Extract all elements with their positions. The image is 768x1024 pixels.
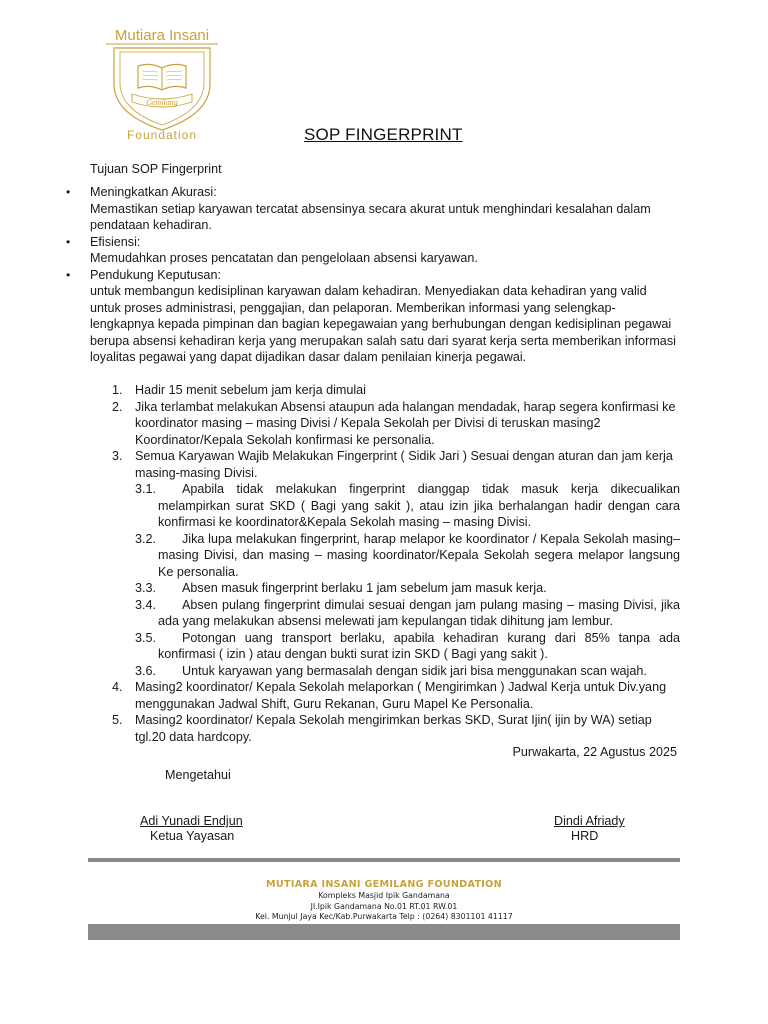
subitem-number: 3.3. xyxy=(135,581,157,595)
place-date: Purwakarta, 22 Agustus 2025 xyxy=(512,745,677,759)
objective-item xyxy=(66,234,680,267)
procedure-number: 4. xyxy=(112,680,123,694)
procedure-item xyxy=(90,382,680,399)
objective-item xyxy=(66,184,680,234)
footer-divider-bottom xyxy=(88,924,680,940)
signatory-left-role: Ketua Yayasan xyxy=(150,829,235,843)
procedure-subitem xyxy=(90,630,680,663)
procedure-item xyxy=(90,399,680,449)
logo-bottom-text: Foundation xyxy=(126,128,198,142)
subitem-text: Absen pulang fingerprint dimulai sesuai dengan jam pulang masing – masing Divisi, jika ada yang melakukan absensi melewati jam kepulangan tidak dihitung jam lembur. xyxy=(158,597,680,628)
subitem-number: 3.5. xyxy=(135,630,157,645)
procedure-subitem xyxy=(90,580,680,597)
objective-text: Memudahkan proses pencatatan dan pengelolaan absensi karyawan. xyxy=(90,251,478,265)
procedure-text: Semua Karyawan Wajib Melakukan Fingerprint ( Sidik Jari ) Sesuai dengan aturan dan jam kerja masing-masing Divisi. xyxy=(135,449,673,480)
subitem-number: 3.4. xyxy=(135,597,157,612)
signatory-right-role: HRD xyxy=(571,829,599,843)
objective-item xyxy=(66,267,680,366)
procedure-text: Masing2 koordinator/ Kepala Sekolah melaporkan ( Mengirimkan ) Jadwal Kerja untuk Div.yang menggunakan Jadwal Shift, Guru Rekanan, Guru Mapel Ke Personalia. xyxy=(135,680,667,711)
bullet-dot-icon: • xyxy=(66,185,71,199)
procedure-number: 2. xyxy=(112,399,123,414)
subitem-number: 3.1. xyxy=(135,482,157,496)
subitem-text: Absen masuk fingerprint berlaku 1 jam sebelum jam masuk kerja. xyxy=(182,581,547,595)
procedure-number: 1. xyxy=(112,383,123,397)
logo-ribbon-text: Gemilang xyxy=(146,98,178,107)
signatory-right-name: Dindi Afriady xyxy=(554,814,625,828)
footer-org-name: MUTIARA INSANI GEMILANG FOUNDATION xyxy=(266,879,502,890)
objective-text: Memastikan setiap karyawan tercatat absensinya secara akurat untuk menghindari kesalahan dalam pendataan kehadiran. xyxy=(90,201,651,232)
procedure-number: 3. xyxy=(112,449,123,463)
page-title: SOP FINGERPRINT xyxy=(304,125,463,144)
subitem-text: Potongan uang transport berlaku, apabila kehadiran kurang dari 85% tanpa ada konfirmasi ( izin ) atau dengan bukti surat izin SKD ( Bagi yang sakit ). xyxy=(158,630,680,661)
footer-divider-top xyxy=(88,858,680,862)
foundation-logo xyxy=(92,26,232,146)
procedure-subitem xyxy=(90,597,680,630)
logo-emblem-icon xyxy=(92,26,232,146)
footer-address-line: Kompleks Masjid Ipik Gandamana xyxy=(318,891,450,900)
subitem-text: Untuk karyawan yang bermasalah dengan sidik jari bisa menggunakan scan wajah. xyxy=(182,663,647,678)
procedure-item xyxy=(90,448,680,481)
footer-address-line: Jl.Ipik Gandamana No.01 RT.01 RW.01 xyxy=(310,901,458,911)
acknowledged-label: Mengetahui xyxy=(165,768,231,782)
procedure-list xyxy=(90,382,680,745)
subitem-text: Jika lupa melakukan fingerprint, harap melapor ke koordinator / Kepala Sekolah masing– masing Divisi, dan masing – masing koordinator/Kepala Sekolah segera melapor langsung Ke personalia. xyxy=(158,531,680,579)
subitem-text: Apabila tidak melakukan fingerprint dianggap tidak masuk kerja dikecualikan melampirkan surat SKD ( Bagi yang sakit ), atau izin jika berhalangan hadir dengan cara konfirmasi ke koordinator&Kepala Sekolah masing – masing Divisi. xyxy=(158,482,680,529)
objective-text: untuk membangun kedisiplinan karyawan dalam kehadiran. Menyediakan data kehadiran yang valid untuk proses administrasi, penggajian, dan pelaporan. Memberikan informasi yang selengkap-lengkapnya kepada pimpinan dan bagian kepegawaian yang berhubungan dengan kedisiplinan pegawai berupa absensi kehadiran kerja yang merupakan salah satu dari syarat kerja serta memberikan informasi loyalitas pegawai yang dapat dijadikan dasar dalam penilaian kinerja pegawai. xyxy=(90,284,676,364)
objective-heading: Meningkatkan Akurasi: xyxy=(90,185,217,199)
signatory-left-name: Adi Yunadi Endjun xyxy=(140,814,243,828)
objective-heading: Efisiensi: xyxy=(90,234,141,249)
logo-top-text: Mutiara Insani xyxy=(114,27,210,44)
subitem-number: 3.6. xyxy=(135,663,157,678)
bullet-dot-icon: • xyxy=(66,234,71,249)
footer-address-line: Kel. Munjul Jaya Kec/Kab.Purwakarta Telp : (0264) 8301101 41117 xyxy=(255,912,513,921)
procedure-text: Masing2 koordinator/ Kepala Sekolah mengirimkan berkas SKD, Surat Ijin( ijin by WA) setiap tgl.20 data hardcopy. xyxy=(135,713,652,744)
procedure-text: Hadir 15 menit sebelum jam kerja dimulai xyxy=(135,383,366,397)
procedure-item xyxy=(90,712,680,745)
objective-heading: Pendukung Keputusan: xyxy=(90,267,221,282)
subitem-number: 3.2. xyxy=(135,531,157,546)
procedure-subitem xyxy=(90,663,680,680)
footer xyxy=(88,878,680,923)
objectives-list xyxy=(66,184,680,366)
bullet-dot-icon: • xyxy=(66,267,71,282)
procedure-subitem xyxy=(90,481,680,531)
procedure-number: 5. xyxy=(112,713,123,727)
intro-text: Tujuan SOP Fingerprint xyxy=(90,162,222,176)
procedure-item xyxy=(90,679,680,712)
procedure-text: Jika terlambat melakukan Absensi ataupun ada halangan mendadak, harap segera konfirmasi ke koordinator masing – masing Divisi / Kepala Sekolah per Divisi di teruskan masing2 Koordinator/Kepala Sekolah konfirmasi ke personalia. xyxy=(135,399,676,447)
procedure-subitem xyxy=(90,531,680,581)
